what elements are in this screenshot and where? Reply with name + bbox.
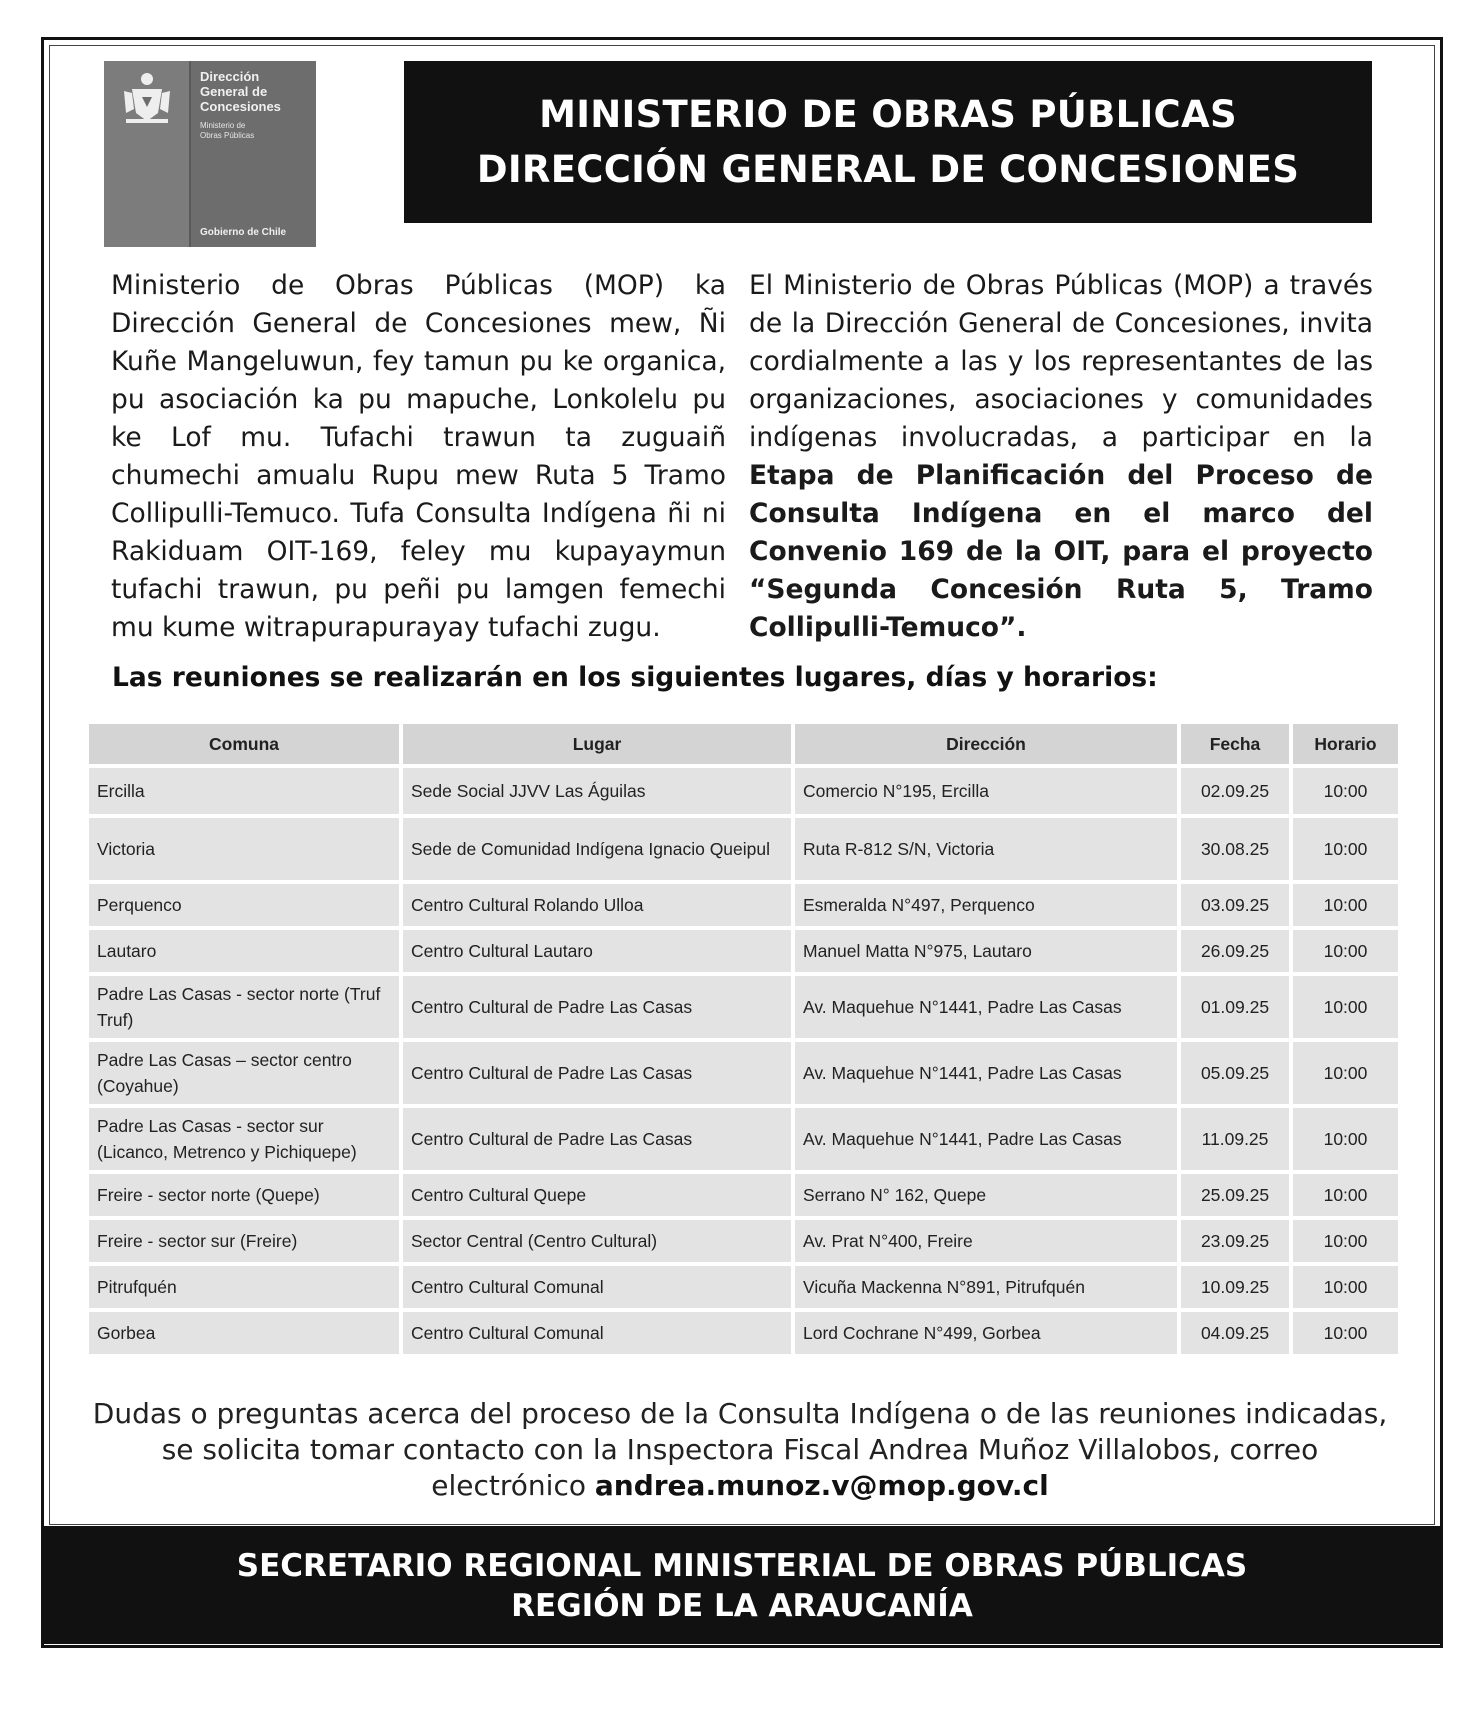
cell-horario: 10:00 bbox=[1293, 1312, 1398, 1354]
table-row bbox=[89, 818, 1398, 880]
cell-direccion: Av. Prat N°400, Freire bbox=[795, 1220, 1177, 1262]
table-row bbox=[89, 1312, 1398, 1354]
table-row bbox=[89, 768, 1398, 814]
cell-fecha: 23.09.25 bbox=[1181, 1220, 1289, 1262]
cell-lugar: Centro Cultural de Padre Las Casas bbox=[403, 1108, 791, 1170]
contact-email: andrea.munoz.v@mop.gov.cl bbox=[594, 1469, 1049, 1502]
cell-lugar: Centro Cultural Comunal bbox=[403, 1312, 791, 1354]
cell-fecha: 03.09.25 bbox=[1181, 884, 1289, 926]
table-row bbox=[89, 1174, 1398, 1216]
cell-comuna: Freire - sector sur (Freire) bbox=[89, 1220, 399, 1262]
cell-comuna: Ercilla bbox=[89, 768, 399, 814]
spanish-paragraph bbox=[749, 267, 1373, 647]
logo-title-line1: Dirección bbox=[200, 69, 260, 84]
cell-fecha: 05.09.25 bbox=[1181, 1042, 1289, 1104]
cell-direccion: Esmeralda N°497, Perquenco bbox=[795, 884, 1177, 926]
cell-direccion: Manuel Matta N°975, Lautaro bbox=[795, 930, 1177, 972]
cell-fecha: 02.09.25 bbox=[1181, 768, 1289, 814]
cell-comuna: Pitrufquén bbox=[89, 1266, 399, 1308]
cell-horario: 10:00 bbox=[1293, 1174, 1398, 1216]
cell-comuna: Freire - sector norte (Quepe) bbox=[89, 1174, 399, 1216]
cell-fecha: 11.09.25 bbox=[1181, 1108, 1289, 1170]
logo-sub-line1: Ministerio de bbox=[200, 121, 246, 130]
meetings-table bbox=[85, 720, 1402, 1358]
cell-lugar: Centro Cultural Rolando Ulloa bbox=[403, 884, 791, 926]
mapudungun-paragraph: Ministerio de Obras Públicas (MOP) ka Dirección General de Concesiones mew, Ñi Kuñe Mangeluwun, fey tamun pu ke organica, pu asociación ka pu mapuche, Lonkolelu pu ke Lof mu. Tufachi trawun ta zuguaiñ chumechi amualu Rupu mew Ruta 5 Tramo Collipulli-Temuco. Tufa Consulta Indígena ñi ni Rakiduam OIT-169, feley mu kupayaymun tufachi trawun, pu peñi pu lamgen femechi mu kume witrapurapurayay tufachi zugu. bbox=[111, 270, 726, 643]
cell-horario: 10:00 bbox=[1293, 884, 1398, 926]
col-header-fecha: Fecha bbox=[1181, 724, 1289, 764]
cell-lugar: Centro Cultural de Padre Las Casas bbox=[403, 1042, 791, 1104]
cell-horario: 10:00 bbox=[1293, 1108, 1398, 1170]
cell-comuna: Lautaro bbox=[89, 930, 399, 972]
col-header-direccion: Dirección bbox=[795, 724, 1177, 764]
cell-comuna: Padre Las Casas - sector sur (Licanco, Metrenco y Pichiquepe) bbox=[89, 1108, 399, 1170]
table-row bbox=[89, 884, 1398, 926]
cell-lugar: Sede Social JJVV Las Águilas bbox=[403, 768, 791, 814]
header-line1: MINISTERIO DE OBRAS PÚBLICAS bbox=[539, 93, 1237, 136]
logo-title-line3: Concesiones bbox=[200, 99, 281, 114]
col-header-horario: Horario bbox=[1293, 724, 1398, 764]
header-banner bbox=[404, 61, 1372, 223]
cell-fecha: 04.09.25 bbox=[1181, 1312, 1289, 1354]
cell-fecha: 26.09.25 bbox=[1181, 930, 1289, 972]
cell-fecha: 25.09.25 bbox=[1181, 1174, 1289, 1216]
footer-banner bbox=[44, 1526, 1440, 1644]
cell-comuna: Victoria bbox=[89, 818, 399, 880]
cell-direccion: Av. Maquehue N°1441, Padre Las Casas bbox=[795, 1108, 1177, 1170]
cell-lugar: Centro Cultural de Padre Las Casas bbox=[403, 976, 791, 1038]
meetings-title: Las reuniones se realizarán en los siguientes lugares, días y horarios: bbox=[112, 662, 1158, 693]
table-row bbox=[89, 1266, 1398, 1308]
table-row bbox=[89, 1108, 1398, 1170]
contact-text: Dudas o preguntas acerca del proceso de la Consulta Indígena o de las reuniones indicadas, se solicita tomar contacto con la Inspectora Fiscal Andrea Muñoz Villalobos, correo electrónico bbox=[92, 1397, 1388, 1502]
col-header-lugar: Lugar bbox=[403, 724, 791, 764]
cell-fecha: 10.09.25 bbox=[1181, 1266, 1289, 1308]
cell-direccion: Av. Maquehue N°1441, Padre Las Casas bbox=[795, 976, 1177, 1038]
cell-comuna: Padre Las Casas - sector norte (Truf Truf) bbox=[89, 976, 399, 1038]
spanish-paragraph-intro: El Ministerio de Obras Públicas (MOP) a través de la Dirección General de Concesiones, invita cordialmente a las y los representantes de las organizaciones, asociaciones y comunidades indígenas involucradas, a participar en la bbox=[749, 270, 1373, 453]
footer-line1: SECRETARIO REGIONAL MINISTERIAL DE OBRAS PÚBLICAS bbox=[236, 1548, 1248, 1584]
coat-of-arms-icon bbox=[118, 69, 176, 131]
cell-direccion: Comercio N°195, Ercilla bbox=[795, 768, 1177, 814]
logo-sub-line2: Obras Públicas bbox=[200, 131, 255, 140]
table-row bbox=[89, 1220, 1398, 1262]
col-header-comuna: Comuna bbox=[89, 724, 399, 764]
header-line2: DIRECCIÓN GENERAL DE CONCESIONES bbox=[476, 148, 1300, 191]
spanish-paragraph-bold: Etapa de Planificación del Proceso de Consulta Indígena en el marco del Convenio 169 de la OIT, para el proyecto “Segunda Concesión Ruta 5, Tramo Collipulli-Temuco”. bbox=[749, 460, 1373, 643]
cell-comuna: Perquenco bbox=[89, 884, 399, 926]
cell-direccion: Av. Maquehue N°1441, Padre Las Casas bbox=[795, 1042, 1177, 1104]
footer-line2: REGIÓN DE LA ARAUCANÍA bbox=[511, 1588, 973, 1624]
cell-horario: 10:00 bbox=[1293, 768, 1398, 814]
contact-info bbox=[90, 1396, 1390, 1504]
cell-horario: 10:00 bbox=[1293, 818, 1398, 880]
cell-direccion: Vicuña Mackenna N°891, Pitrufquén bbox=[795, 1266, 1177, 1308]
cell-direccion: Ruta R-812 S/N, Victoria bbox=[795, 818, 1177, 880]
logo-title-line2: General de bbox=[200, 84, 268, 99]
cell-lugar: Centro Cultural Quepe bbox=[403, 1174, 791, 1216]
cell-fecha: 01.09.25 bbox=[1181, 976, 1289, 1038]
table-row bbox=[89, 930, 1398, 972]
cell-comuna: Gorbea bbox=[89, 1312, 399, 1354]
table-header-row bbox=[89, 724, 1398, 764]
cell-horario: 10:00 bbox=[1293, 930, 1398, 972]
dgc-logo bbox=[104, 61, 316, 247]
cell-horario: 10:00 bbox=[1293, 1042, 1398, 1104]
table-row bbox=[89, 1042, 1398, 1104]
table-row bbox=[89, 976, 1398, 1038]
cell-lugar: Sector Central (Centro Cultural) bbox=[403, 1220, 791, 1262]
cell-horario: 10:00 bbox=[1293, 1266, 1398, 1308]
cell-fecha: 30.08.25 bbox=[1181, 818, 1289, 880]
logo-footer: Gobierno de Chile bbox=[200, 227, 287, 238]
cell-direccion: Serrano N° 162, Quepe bbox=[795, 1174, 1177, 1216]
cell-lugar: Centro Cultural Lautaro bbox=[403, 930, 791, 972]
cell-horario: 10:00 bbox=[1293, 976, 1398, 1038]
cell-direccion: Lord Cochrane N°499, Gorbea bbox=[795, 1312, 1177, 1354]
cell-comuna: Padre Las Casas – sector centro (Coyahue) bbox=[89, 1042, 399, 1104]
cell-horario: 10:00 bbox=[1293, 1220, 1398, 1262]
cell-lugar: Sede de Comunidad Indígena Ignacio Queipul bbox=[403, 818, 791, 880]
cell-lugar: Centro Cultural Comunal bbox=[403, 1266, 791, 1308]
